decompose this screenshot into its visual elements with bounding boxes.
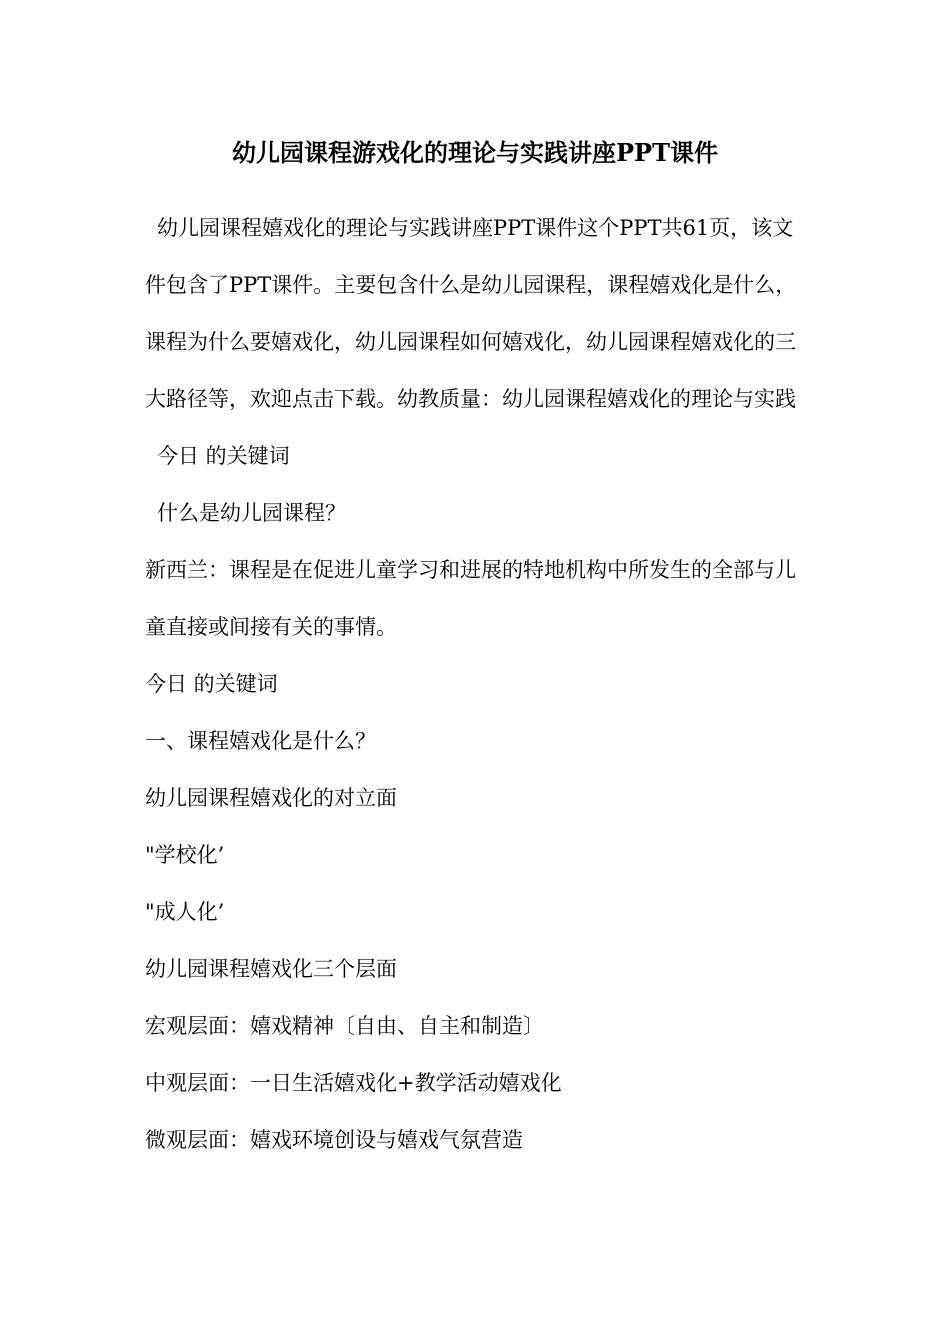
- definition-paragraph: 新西兰：课程是在促进儿童学习和进展的特地机构中所发生的全部与儿童直接或间接有关的事情。: [145, 558, 796, 639]
- list-item: 中观层面：一日生活嬉戏化+教学活动嬉戏化: [145, 1071, 562, 1095]
- document-body: [145, 200, 810, 1169]
- list-item: 幼儿园课程嬉戏化三个层面: [145, 957, 397, 981]
- question-heading: 什么是幼儿园课程？: [157, 501, 346, 525]
- document-title: 幼儿园课程游戏化的理论与实践讲座PPT课件: [232, 138, 718, 167]
- list-item: "成人化’: [145, 900, 225, 924]
- section-heading-1: 一、课程嬉戏化是什么？: [145, 729, 376, 753]
- list-item: 微观层面：嬉戏环境创设与嬉戏气氛营造: [145, 1128, 523, 1152]
- list-item: 宏观层面：嬉戏精神〔自由、自主和制造〕: [145, 1014, 544, 1038]
- list-item: 幼儿园课程嬉戏化的对立面: [145, 786, 397, 810]
- keywords-heading: 今日 的关键词: [157, 444, 290, 468]
- keywords-heading-2: 今日 的关键词: [145, 672, 278, 696]
- list-item: "学校化’: [145, 843, 225, 867]
- intro-paragraph: 幼儿园课程嬉戏化的理论与实践讲座PPT课件这个PPT共61页，该文件包含了PPT课件。主要包含什么是幼儿园课程，课程嬉戏化是什么，课程为什么要嬉戏化，幼儿园课程如何嬉戏化，幼儿园课程嬉戏化的三大路径等，欢迎点击下载。幼教质量：幼儿园课程嬉戏化的理论与实践: [145, 216, 797, 411]
